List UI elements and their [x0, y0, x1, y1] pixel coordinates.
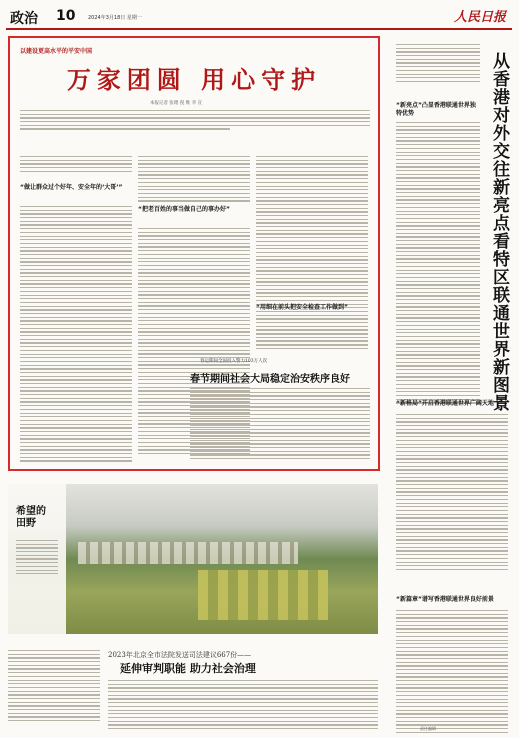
column-3-body	[256, 326, 368, 348]
bottom-article-kicker: 2023年北京全市法院发送司法建议667份——	[108, 651, 252, 659]
photo-caption	[8, 484, 66, 634]
farm-fields	[198, 570, 328, 620]
article-byline: 本报记者 张璁 倪 维 李 宣	[150, 101, 203, 106]
subhead-3: “用细在前头把安全检查工作做到”	[256, 304, 348, 311]
right-body-2	[396, 122, 480, 406]
right-body-4	[396, 610, 508, 735]
issue-date: 2024年3月18日 星期一	[88, 15, 142, 21]
second-article-body	[190, 388, 370, 462]
bottom-body-right	[108, 680, 378, 732]
bottom-body-left	[8, 650, 100, 724]
column-1-body	[20, 206, 132, 464]
column-2-text	[138, 156, 250, 204]
section-name: 政治	[10, 11, 38, 27]
bottom-article[interactable]	[8, 650, 378, 734]
right-body-1	[396, 44, 480, 85]
bottom-article-title: 延伸审判职能 助力社会治理	[120, 662, 256, 675]
photo-caption-text	[16, 540, 58, 577]
village-houses	[78, 542, 298, 564]
landscape-photo	[8, 484, 378, 634]
newspaper-logo: 人民日报	[453, 10, 506, 25]
subhead-1: “做让群众过个好年、安全年的‘大哥’”	[20, 184, 123, 191]
right-column-article[interactable]	[396, 36, 508, 736]
article-tag: 以建设更高水平的平安中国	[20, 48, 93, 55]
column-3-text	[256, 156, 368, 351]
subhead-2: “把老百姓的事当做自己的事办好”	[138, 206, 230, 213]
lead-paragraph	[20, 110, 370, 148]
footer-editors: 责任编辑	[420, 726, 436, 731]
second-article-title: 春节期间社会大局稳定治安秩序良好	[190, 374, 350, 385]
right-body-3	[396, 414, 508, 573]
right-article-title: 从香港对外交往新亮点看特区联通世界新图景	[489, 52, 509, 412]
photo-caption-title: 希望的田野	[16, 506, 46, 529]
page-number: 10	[56, 8, 76, 24]
article-title: 万家团圆 用心守护	[66, 65, 322, 94]
second-article-kicker: 春运期间全国投入警力103万人次	[200, 359, 268, 364]
right-subhead-3: “新篇章”谱写香港联通世界良好前景	[396, 596, 494, 603]
right-subhead-2: “新格局”开启香港联通世界广阔天地	[396, 400, 494, 407]
highlighted-article[interactable]	[8, 36, 380, 471]
column-1-text	[20, 156, 132, 174]
page-header	[6, 6, 512, 30]
right-subhead-1: “新亮点”凸显香港联通世界独特优势	[396, 102, 476, 117]
